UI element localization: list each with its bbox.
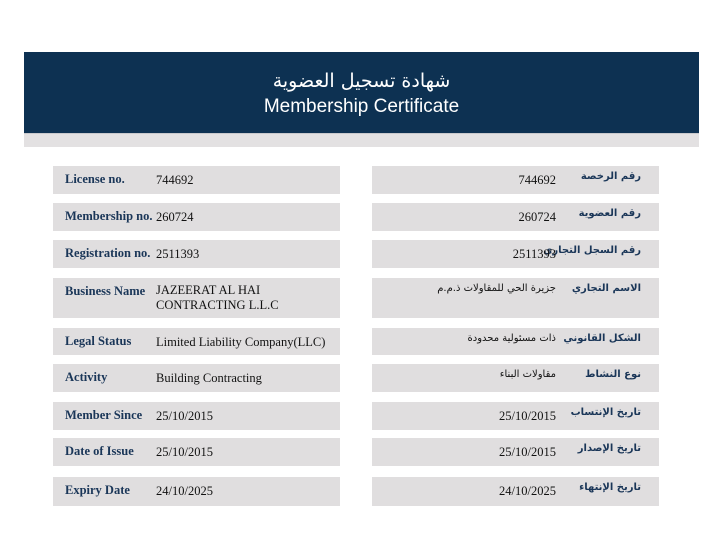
field-label: Registration no.: [65, 246, 151, 260]
field-license-no: [53, 166, 340, 194]
header-divider-strip: [24, 133, 699, 147]
field-business-name: [53, 278, 340, 318]
field-value: 2511393: [512, 247, 556, 261]
field-label: Legal Status: [65, 334, 132, 348]
field-legal-status: [53, 328, 340, 355]
field-label: رقم العضوية: [578, 208, 641, 219]
field-value: 24/10/2025: [499, 484, 556, 498]
field-membership-no-ar: [372, 203, 659, 231]
certificate-header: [24, 52, 699, 133]
field-label: رقم السجل التجاري: [543, 245, 641, 256]
field-label: Member Since: [65, 408, 143, 422]
field-value: ذات مسئولية محدودة: [467, 333, 556, 344]
field-label: Date of Issue: [65, 444, 134, 458]
field-value: 25/10/2015: [499, 409, 556, 423]
field-membership-no: [53, 203, 340, 231]
field-label: Membership no.: [65, 209, 153, 223]
field-label: الشكل القانوني: [563, 333, 641, 344]
field-value: 744692: [518, 173, 556, 187]
field-activity: [53, 364, 340, 392]
field-label: License no.: [65, 172, 125, 186]
field-value: JAZEERAT AL HAI CONTRACTING L.L.C: [156, 283, 279, 312]
field-value: 260724: [156, 210, 194, 224]
field-member-since: [53, 402, 340, 430]
field-label: تاريخ الإصدار: [577, 443, 641, 454]
field-value: 260724: [518, 210, 556, 224]
field-value: 24/10/2025: [156, 484, 213, 498]
field-license-no-ar: [372, 166, 659, 194]
field-value: 744692: [156, 173, 194, 187]
field-member-since-ar: [372, 402, 659, 430]
title-arabic: شهادة تسجيل العضوية: [272, 69, 451, 92]
field-date-of-issue: [53, 438, 340, 466]
field-label: Activity: [65, 370, 108, 384]
field-label: Expiry Date: [65, 483, 130, 497]
title-english: Membership Certificate: [263, 95, 460, 117]
field-label: نوع النشاط: [585, 369, 641, 380]
field-registration-no: [53, 240, 340, 268]
field-legal-status-ar: [372, 328, 659, 355]
field-value: مقاولات البناء: [499, 369, 556, 380]
field-value: Limited Liability Company(LLC): [156, 335, 326, 349]
field-label: تاريخ الإنتساب: [570, 407, 641, 418]
field-activity-ar: [372, 364, 659, 392]
field-label: الاسم التجاري: [571, 283, 641, 294]
field-label: Business Name: [65, 284, 146, 298]
field-date-of-issue-ar: [372, 438, 659, 466]
field-expiry-date-ar: [372, 477, 659, 506]
field-expiry-date: [53, 477, 340, 506]
field-business-name-ar: [372, 278, 659, 318]
field-value: جزيرة الحي للمقاولات ذ.م.م: [437, 283, 556, 294]
field-value: 25/10/2015: [499, 445, 556, 459]
field-value: 25/10/2015: [156, 409, 213, 423]
field-value: 25/10/2015: [156, 445, 213, 459]
field-value: 2511393: [156, 247, 200, 261]
field-registration-no-ar: [372, 240, 659, 268]
field-label: رقم الرخصة: [580, 171, 641, 182]
field-label: تاريخ الإنتهاء: [579, 482, 641, 493]
field-value: Building Contracting: [156, 371, 262, 385]
